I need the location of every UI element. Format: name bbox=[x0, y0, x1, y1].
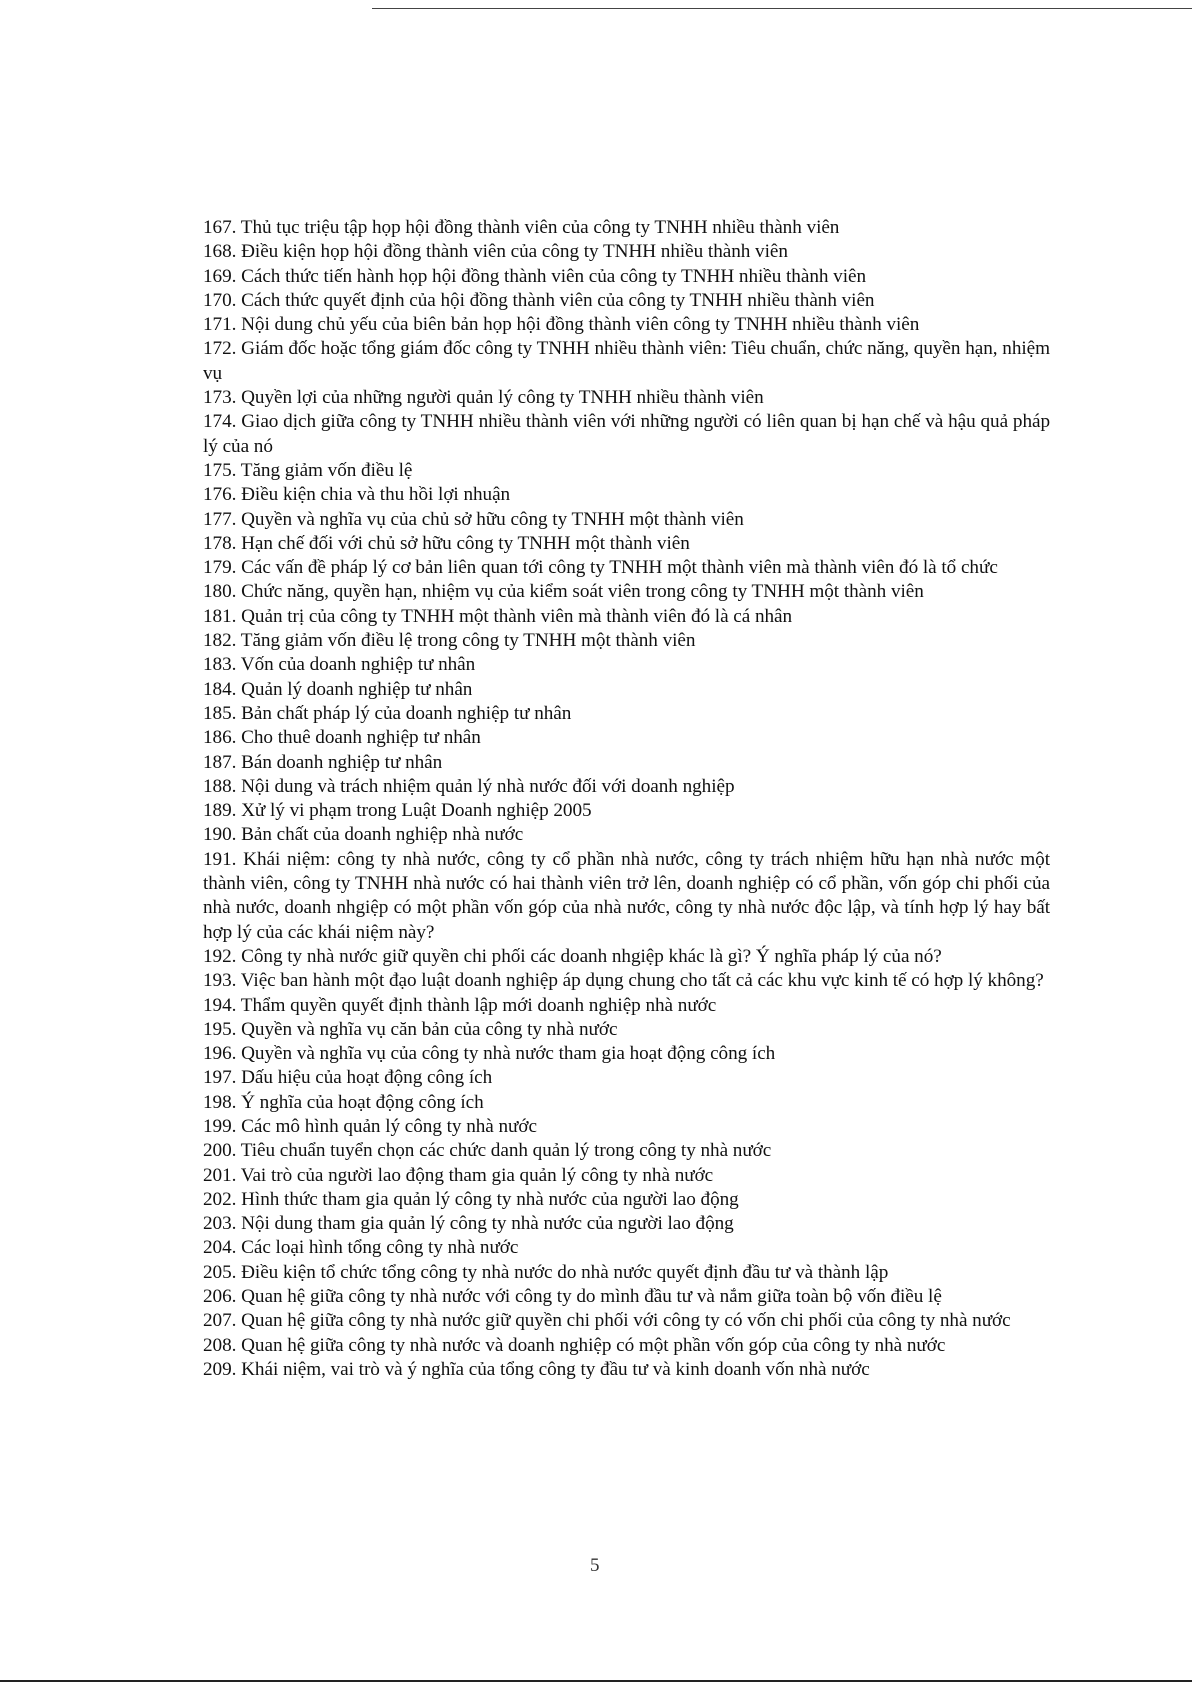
list-item: 185. Bản chất pháp lý của doanh nghiệp tư nhân bbox=[203, 702, 572, 724]
list-item: 174. Giao dịch giữa công ty TNHH nhiều thành viên với những người có liên quan bị hạn chế và hậu quả pháp lý của nó bbox=[203, 411, 1050, 457]
list-item: 186. Cho thuê doanh nghiệp tư nhân bbox=[203, 727, 481, 749]
list-item: 202. Hình thức tham gia quản lý công ty nhà nước của người lao động bbox=[203, 1188, 739, 1210]
list-item: 184. Quản lý doanh nghiệp tư nhân bbox=[203, 678, 473, 700]
list-item: 178. Hạn chế đối với chủ sở hữu công ty TNHH một thành viên bbox=[203, 532, 690, 554]
list-item: 179. Các vấn đề pháp lý cơ bản liên quan tới công ty TNHH một thành viên mà thành viên đó là tổ chức bbox=[203, 557, 998, 579]
list-item: 177. Quyền và nghĩa vụ của chủ sở hữu công ty TNHH một thành viên bbox=[203, 508, 744, 530]
list-item: 181. Quản trị của công ty TNHH một thành viên mà thành viên đó là cá nhân bbox=[203, 605, 793, 627]
list-item: 191. Khái niệm: công ty nhà nước, công ty cổ phần nhà nước, công ty trách nhiệm hữu hạn nhà nước một thành viên, công ty TNHH nhà nước có hai thành viên trở lên, doanh nghiệp có cổ phần, vốn góp chi phối của nhà nước, doanh nhgiệp có một phần vốn góp của nhà nước, công ty nhà nước độc lập, và tính hợp lý hay bất hợp lý của các khái niệm này? bbox=[203, 848, 1050, 943]
list-item: 195. Quyền và nghĩa vụ căn bản của công ty nhà nước bbox=[203, 1018, 618, 1040]
list-item: 190. Bản chất của doanh nghiệp nhà nước bbox=[203, 824, 524, 846]
list-item: 199. Các mô hình quản lý công ty nhà nước bbox=[203, 1115, 537, 1137]
list-item: 183. Vốn của doanh nghiệp tư nhân bbox=[203, 654, 476, 676]
list-item: 200. Tiêu chuẩn tuyển chọn các chức danh quản lý trong công ty nhà nước bbox=[203, 1140, 772, 1162]
list-item: 180. Chức năng, quyền hạn, nhiệm vụ của kiểm soát viên trong công ty TNHH một thành viên bbox=[203, 581, 924, 603]
list-item: 168. Điều kiện họp hội đồng thành viên của công ty TNHH nhiều thành viên bbox=[203, 241, 788, 263]
list-item: 192. Công ty nhà nước giữ quyền chi phối các doanh nhgiệp khác là gì? Ý nghĩa pháp lý của nó? bbox=[203, 945, 942, 967]
list-item: 206. Quan hệ giữa công ty nhà nước với công ty do mình đầu tư và nắm giữa toàn bộ vốn điều lệ bbox=[203, 1286, 942, 1308]
list-item: 204. Các loại hình tổng công ty nhà nước bbox=[203, 1237, 519, 1259]
page-number: 5 bbox=[590, 1555, 600, 1576]
list-item: 175. Tăng giảm vốn điều lệ bbox=[203, 459, 413, 481]
top-border-line bbox=[372, 8, 1192, 9]
list-item: 169. Cách thức tiến hành họp hội đồng thành viên của công ty TNHH nhiều thành viên bbox=[203, 265, 866, 287]
list-item: 171. Nội dung chủ yếu của biên bản họp hội đồng thành viên công ty TNHH nhiều thành viên bbox=[203, 314, 920, 336]
list-item: 176. Điều kiện chia và thu hồi lợi nhuận bbox=[203, 484, 511, 506]
list-item: 172. Giám đốc hoặc tổng giám đốc công ty TNHH nhiều thành viên: Tiêu chuẩn, chức năng, quyền hạn, nhiệm vụ bbox=[203, 338, 1050, 384]
question-list bbox=[203, 216, 1050, 1382]
list-item: 197. Dấu hiệu của hoạt động công ích bbox=[203, 1067, 493, 1089]
list-item: 207. Quan hệ giữa công ty nhà nước giữ quyền chi phối với công ty có vốn chi phối của công ty nhà nước bbox=[203, 1310, 1011, 1332]
list-item: 208. Quan hệ giữa công ty nhà nước và doanh nghiệp có một phần vốn góp của công ty nhà nước bbox=[203, 1334, 946, 1356]
list-item: 173. Quyền lợi của những người quản lý công ty TNHH nhiều thành viên bbox=[203, 387, 764, 409]
list-item: 193. Việc ban hành một đạo luật doanh nghiệp áp dụng chung cho tất cả các khu vực kinh tế có hợp lý không? bbox=[203, 970, 1044, 992]
list-item: 182. Tăng giảm vốn điều lệ trong công ty TNHH một thành viên bbox=[203, 630, 696, 652]
list-item: 187. Bán doanh nghiệp tư nhân bbox=[203, 751, 443, 773]
list-item: 209. Khái niệm, vai trò và ý nghĩa của tổng công ty đầu tư và kinh doanh vốn nhà nước bbox=[203, 1358, 870, 1380]
list-item: 198. Ý nghĩa của hoạt động công ích bbox=[203, 1091, 484, 1113]
list-item: 167. Thủ tục triệu tập họp hội đồng thành viên của công ty TNHH nhiều thành viên bbox=[203, 217, 840, 238]
bottom-border-line bbox=[0, 1680, 1192, 1682]
list-item: 188. Nội dung và trách nhiệm quản lý nhà nước đối với doanh nghiệp bbox=[203, 775, 735, 797]
list-item: 170. Cách thức quyết định của hội đồng thành viên của công ty TNHH nhiều thành viên bbox=[203, 289, 875, 311]
list-item: 205. Điều kiện tổ chức tổng công ty nhà nước do nhà nước quyết định đầu tư và thành lập bbox=[203, 1261, 889, 1283]
list-item: 203. Nội dung tham gia quản lý công ty nhà nước của người lao động bbox=[203, 1213, 734, 1235]
list-item: 189. Xử lý vi phạm trong Luật Doanh nghiệp 2005 bbox=[203, 800, 592, 822]
list-item: 194. Thẩm quyền quyết định thành lập mới doanh nghiệp nhà nước bbox=[203, 994, 717, 1016]
list-item: 201. Vai trò của người lao động tham gia quản lý công ty nhà nước bbox=[203, 1164, 714, 1186]
list-item: 196. Quyền và nghĩa vụ của công ty nhà nước tham gia hoạt động công ích bbox=[203, 1043, 776, 1065]
